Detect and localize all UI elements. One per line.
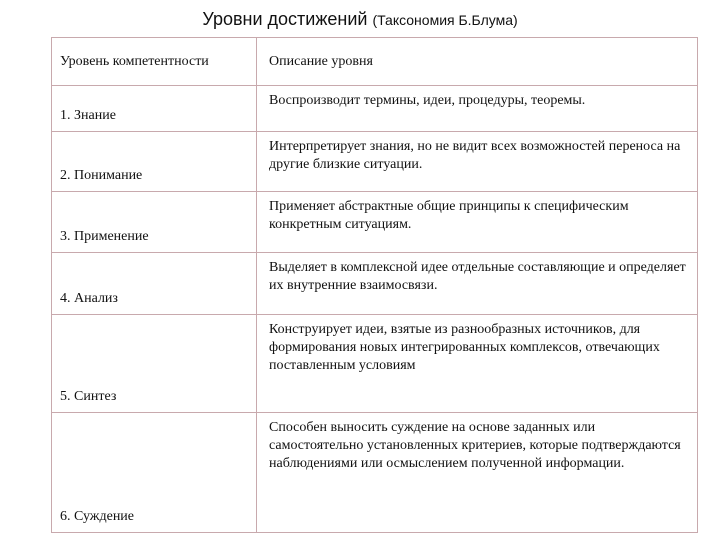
page-title: [0, 6, 720, 33]
description-cell: Способен выносить суждение на основе заданных или самостоятельно установленных критериев, которые подтверждаются наблюдениями или осмыслением полученной информации.: [257, 413, 698, 533]
header-description: Описание уровня: [257, 38, 698, 86]
bloom-taxonomy-table: [51, 37, 698, 533]
level-cell: 3. Применение: [52, 192, 257, 253]
table-row: [52, 413, 698, 533]
level-cell: 6. Суждение: [52, 413, 257, 533]
title-subtitle: (Таксономия Б.Блума): [372, 12, 518, 28]
table-row: [52, 253, 698, 315]
title-main: Уровни достижений: [202, 9, 368, 29]
description-cell: Конструирует идеи, взятые из разнообразных источников, для формирования новых интегрированных комплексов, отвечающих поставленным условиям: [257, 315, 698, 413]
table-header-row: [52, 38, 698, 86]
level-cell: 2. Понимание: [52, 132, 257, 192]
table-row: [52, 86, 698, 132]
table-row: [52, 315, 698, 413]
level-cell: 1. Знание: [52, 86, 257, 132]
level-cell: 5. Синтез: [52, 315, 257, 413]
description-cell: Интерпретирует знания, но не видит всех возможностей переноса на другие близкие ситуации.: [257, 132, 698, 192]
description-cell: Выделяет в комплексной идее отдельные составляющие и определяет их внутренние взаимосвязи.: [257, 253, 698, 315]
description-cell: Применяет абстрактные общие принципы к специфическим конкретным ситуациям.: [257, 192, 698, 253]
level-cell: 4. Анализ: [52, 253, 257, 315]
table-row: [52, 192, 698, 253]
description-cell: Воспроизводит термины, идеи, процедуры, теоремы.: [257, 86, 698, 132]
table-row: [52, 132, 698, 192]
header-level: Уровень компетентности: [52, 38, 257, 86]
